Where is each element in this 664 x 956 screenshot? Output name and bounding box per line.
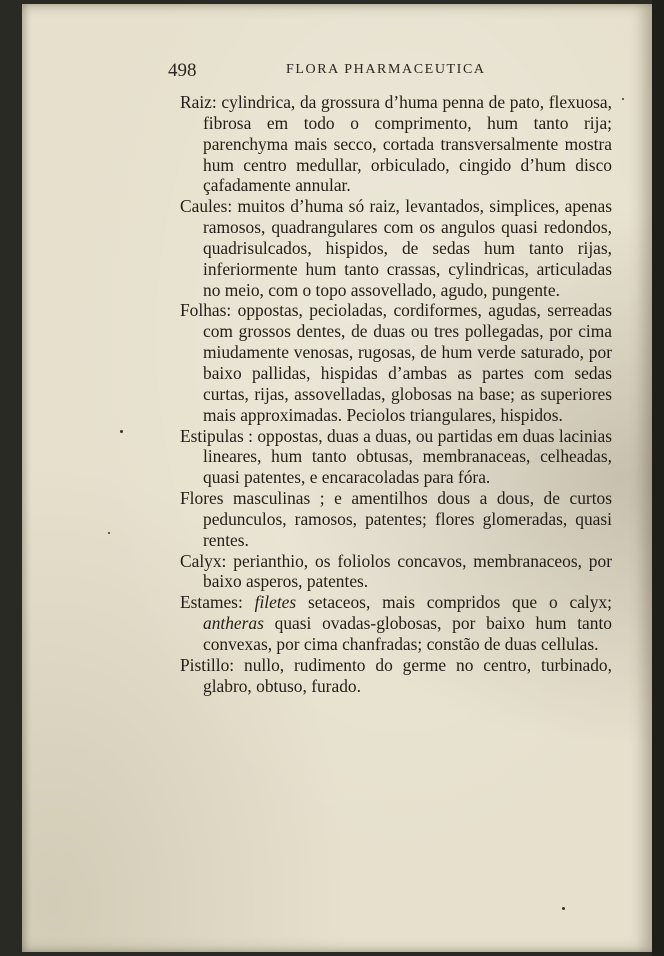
entry-italic-term: antheras	[203, 613, 264, 634]
entry-separator: :	[248, 425, 253, 446]
paper-speck	[562, 907, 565, 910]
entry-term: Calyx	[180, 550, 222, 571]
running-title: FLORA PHARMACEUTICA	[286, 62, 486, 77]
entry-text: cylindrica, da grossura d’huma penna de pato, flexuosa, fibrosa em todo o comprimento, hum tanto rija; parenchyma mais secco, cortada transversalmente mostra hum centro medullar, orbiculado, cingido d’hum disco çafadamente annular.	[203, 92, 612, 196]
entry-separator: :	[226, 300, 232, 321]
entry-separator: :	[211, 92, 217, 112]
entry-text: e amentilhos dous a dous, de curtos pedunculos, ramosos, patentes; flores glomeradas, quasi rentes.	[203, 488, 612, 550]
entry-italic-term: filetes	[254, 592, 297, 613]
entry-text: oppostas, duas a duas, ou partidas em duas lacinias lineares, hum tanto obtusas, membranaceas, celheadas, quasi patentes, e encaracoladas para fóra.	[203, 425, 612, 488]
entry-raiz	[180, 92, 612, 196]
entry-text: oppostas, pecioladas, cordiformes, agudas, serreadas com grossos dentes, de duas ou tres pollegadas, por cima miudamente venosas, rugosas, de hum verde saturado, por baixo pallidas, hispidas d’ambas as partes com sedas curtas, rijas, assovelladas, globosas na base; as superiores mais approximadas. Peciolos triangulares, hispidos.	[203, 300, 612, 425]
entry-term: Caules	[180, 196, 228, 217]
entry-flores-masculinas	[180, 488, 612, 551]
entry-term: Raiz	[180, 92, 212, 112]
entry-separator: :	[227, 196, 233, 217]
page-header	[168, 60, 488, 84]
page-body	[180, 92, 612, 696]
entry-separator: :	[229, 654, 235, 675]
page-number: 498	[168, 60, 197, 81]
entry-separator: :	[237, 592, 243, 613]
entry-estames	[180, 592, 612, 655]
entry-term: Flores masculinas	[180, 488, 311, 509]
paper-speck	[120, 430, 123, 433]
entry-separator: ;	[319, 488, 325, 509]
entry-term: Pistillo	[180, 654, 230, 675]
entry-estipulas	[180, 426, 612, 489]
entry-text: quasi ovadas-globosas, por baixo hum tanto convexas, por cima chanfradas; constão de duas cellulas.	[203, 613, 612, 654]
entry-term: Estames	[180, 592, 238, 613]
entry-calyx	[180, 551, 612, 593]
entry-separator: :	[221, 550, 227, 571]
entry-term: Folhas	[180, 300, 227, 321]
paper-speck	[108, 532, 110, 534]
entry-text: muitos d’huma só raiz, levantados, simplices, apenas ramosos, quadrangulares com os angulos quasi redondos, quadrisulcados, hispidos, de sedas hum tanto rijas, inferiormente hum tanto crassas, cylindricas, articuladas no meio, com o topo assovellado, agudo, pungente.	[203, 196, 612, 300]
entry-text: nullo, rudimento do germe no centro, turbinado, glabro, obtuso, furado.	[203, 654, 612, 696]
page-edge-shadow	[652, 0, 664, 956]
paper-speck	[622, 98, 624, 100]
entry-pistillo	[180, 655, 612, 697]
entry-folhas	[180, 300, 612, 425]
entry-text: perianthio, os foliolos concavos, membranaceos, por baixo asperos, patentes.	[203, 550, 612, 592]
entry-caules	[180, 196, 612, 300]
entry-term: Estipulas	[180, 425, 244, 446]
entry-text: setaceos, mais compridos que o calyx;	[308, 592, 612, 613]
